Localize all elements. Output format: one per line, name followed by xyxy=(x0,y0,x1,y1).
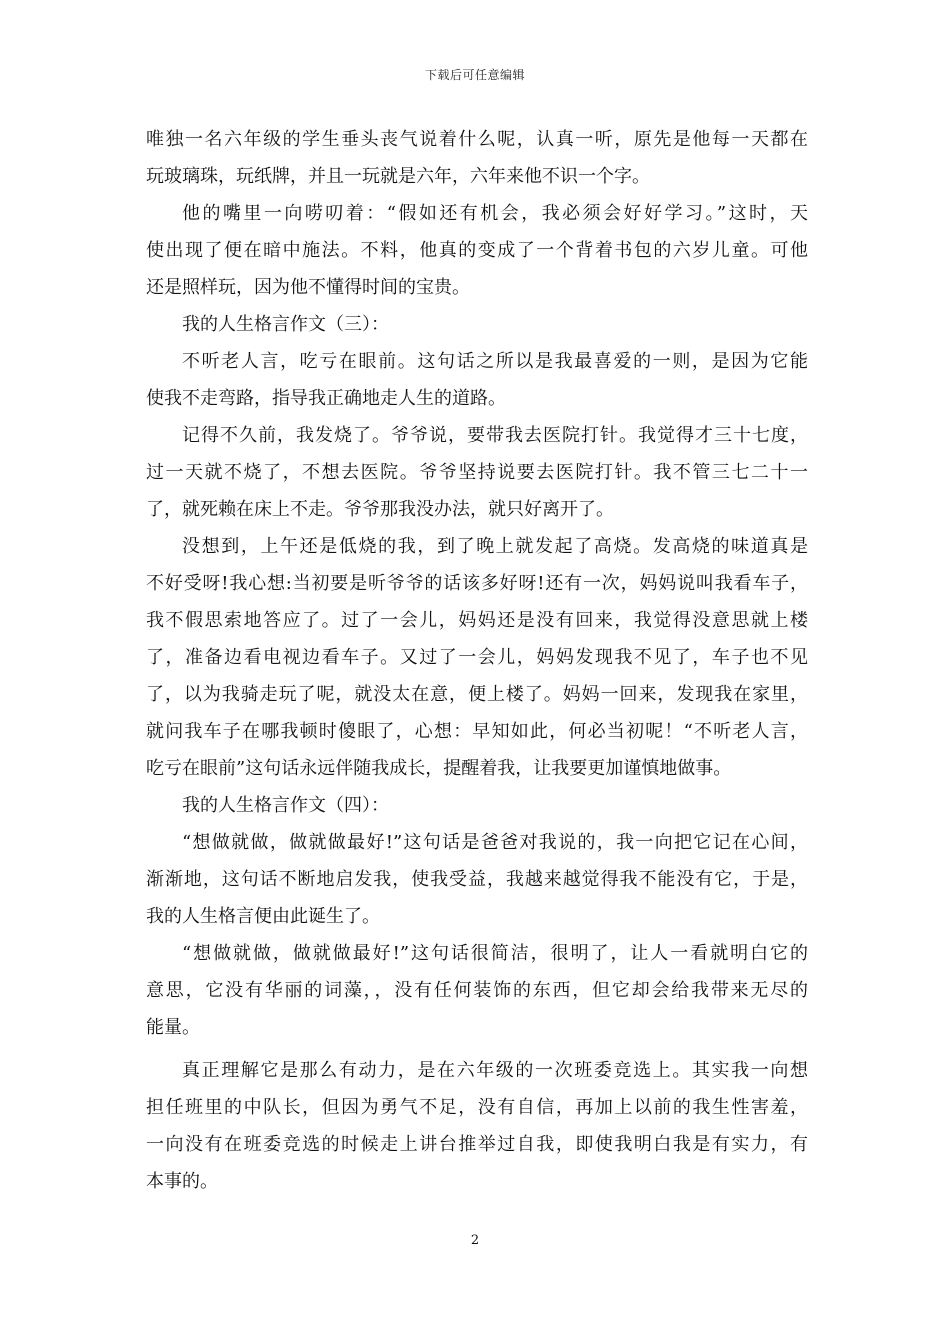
text-line: 过一天就不烧了，不想去医院。爷爷坚持说要去医院打针。我不管三七二十一 xyxy=(146,462,808,483)
paragraph xyxy=(146,1052,808,1200)
paragraph xyxy=(146,121,808,195)
paragraph xyxy=(146,528,808,787)
text-line: 担任班里的中队长，但因为勇气不足，没有自信，再加上以前的我生性害羞， xyxy=(146,1097,808,1118)
text-line: 不听老人言，吃亏在眼前。这句话之所以是我最喜爱的一则，是因为它能 xyxy=(182,351,808,372)
text-line: “想做就做，做就做最好!”这句话很简洁，很明了，让人一看就明白它的 xyxy=(182,943,808,964)
text-line: 了，以为我骑走玩了呢，就没太在意，便上楼了。妈妈一回来，发现我在家里， xyxy=(146,684,808,705)
text-line: 我的人生格言作文（四）： xyxy=(182,795,389,816)
text-line: 我的人生格言作文（三）： xyxy=(182,314,389,335)
text-line: 本事的。 xyxy=(146,1171,218,1192)
text-line: 玩玻璃珠，玩纸牌，并且一玩就是六年，六年来他不识一个字。 xyxy=(146,166,650,187)
text-line: 一向没有在班委竞选的时候走上讲台推举过自我，即使我明白我是有实力，有 xyxy=(146,1134,808,1155)
text-line: 能量。 xyxy=(146,1017,200,1038)
text-line: “想做就做，做就做最好!”这句话是爸爸对我说的，我一向把它记在心间， xyxy=(182,832,808,853)
paragraph xyxy=(146,935,808,1046)
text-line: 渐渐地，这句话不断地启发我，使我受益，我越来越觉得我不能没有它，于是， xyxy=(146,869,808,890)
text-line: 使我不走弯路，指导我正确地走人生的道路。 xyxy=(146,388,506,409)
text-line: 了，准备边看电视边看车子。又过了一会儿，妈妈发现我不见了，车子也不见 xyxy=(146,647,808,668)
section-heading xyxy=(146,306,808,343)
page-number: 2 xyxy=(470,1233,480,1248)
text-line: 我的人生格言便由此诞生了。 xyxy=(146,906,380,927)
text-line: 就问我车子在哪我顿时傻眼了，心想：早知如此，何必当初呢！“不听老人言， xyxy=(146,721,808,742)
text-line: 没想到，上午还是低烧的我，到了晚上就发起了高烧。发高烧的味道真是 xyxy=(182,536,808,557)
text-line: 了，就死赖在床上不走。爷爷那我没办法，就只好离开了。 xyxy=(146,499,614,520)
paragraph xyxy=(146,417,808,528)
text-line: 还是照样玩，因为他不懂得时间的宝贵。 xyxy=(146,277,470,298)
section-heading xyxy=(146,787,808,824)
text-line: 记得不久前，我发烧了。爷爷说，要带我去医院打针。我觉得才三十七度， xyxy=(182,425,808,446)
text-line: 唯独一名六年级的学生垂头丧气说着什么呢，认真一听，原先是他每一天都在 xyxy=(146,129,808,150)
text-line: 使出现了便在暗中施法。不料，他真的变成了一个背着书包的六岁儿童。可他 xyxy=(146,240,808,261)
text-line: 不好受呀!我心想:当初要是听爷爷的话该多好呀!还有一次，妈妈说叫我看车子， xyxy=(146,573,808,594)
page-header: 下载后可任意编辑 xyxy=(424,68,525,82)
text-line: 我不假思索地答应了。过了一会儿，妈妈还是没有回来，我觉得没意思就上楼 xyxy=(146,610,808,631)
text-line: 意思，它没有华丽的词藻，，没有任何装饰的东西，但它却会给我带来无尽的 xyxy=(146,980,808,1001)
text-line: 他的嘴里一向唠叨着：“假如还有机会，我必须会好好学习。”这时，天 xyxy=(182,203,808,224)
paragraph xyxy=(146,824,808,935)
paragraph xyxy=(146,195,808,306)
text-line: 真正理解它是那么有动力，是在六年级的一次班委竞选上。其实我一向想 xyxy=(182,1060,808,1081)
document-body xyxy=(146,121,808,1200)
text-line: 吃亏在眼前”这句话永远伴随我成长，提醒着我，让我要更加谨慎地做事。 xyxy=(146,758,732,779)
paragraph xyxy=(146,343,808,417)
